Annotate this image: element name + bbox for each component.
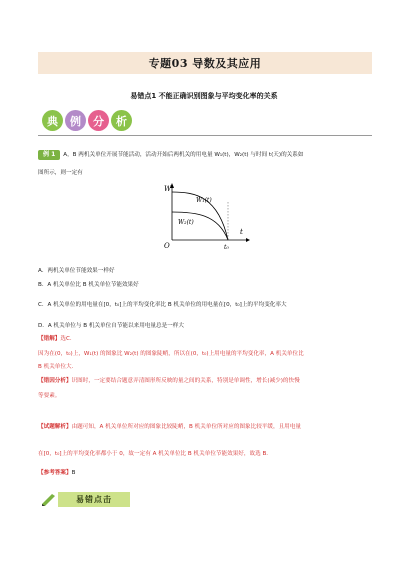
example-text-line2: 图所示，则一定有 (38, 170, 83, 176)
reference-answer (38, 469, 372, 477)
wrong-reason-line1: 因为在(0，t₀)上，W₁(t) 的图象比 W₂(t) 的图象陡峭，所以在(0，t₀)上用电量的平均变化率，A 机关单位比 (38, 351, 304, 357)
badge-dian: 典 (42, 110, 63, 131)
energy-usage-graph (160, 182, 250, 250)
cause-text: 识图时，一定要结合题意弄清图形所反映的量之间的关系，特别是单调性，增长(减少)的快慢 (71, 378, 300, 384)
option-a: A．两机关单位节能效果一样好 (38, 268, 115, 274)
w1-label: W₁(t) (196, 197, 212, 204)
option-c: C．A 机关单位的用电量在[0，t₀]上的平均变化率比 B 机关单位的用电量在[0，t₀]上的平均变化率大 (38, 302, 287, 308)
example-line1: A，B 两机关单位开展节能活动，活动开始后两机关的用电量 W₁(t)，W₂(t) 与时间 t(天)的关系如 (63, 152, 304, 158)
badge-li: 例 (65, 110, 86, 131)
example-tag: 例 1 (38, 150, 60, 160)
section-subtitle: 易错点1 不能正确识别图象与平均变化率的关系 (130, 92, 278, 100)
ref-label: 【参考答案】 (38, 470, 72, 476)
wrong-reason-line2: B 机关单位大. (38, 364, 74, 370)
page-title: 专题03 导数及其应用 (148, 57, 262, 70)
cause-text-line2: 等要素。 (38, 393, 61, 399)
pencil-icon (40, 493, 58, 507)
option-d: D．A 机关单位与 B 机关单位自节能以来用电量总是一样大 (38, 323, 184, 329)
mistake-banner (40, 492, 132, 507)
x-axis-label: t (240, 228, 243, 236)
wrong-label: 【错解】 (38, 336, 61, 342)
w2-label: W₂(t) (178, 219, 194, 226)
t0-label: t₀ (224, 244, 229, 250)
ref-value: B (71, 470, 76, 476)
cause-analysis (38, 377, 372, 385)
divider (38, 135, 372, 136)
x-axis-arrow (246, 238, 250, 242)
origin-label: O (164, 242, 170, 250)
option-b: B．A 机关单位比 B 机关单位节能效果好 (38, 282, 139, 288)
example-text-line1 (38, 150, 372, 160)
solution-label: 【试题解析】 (38, 424, 72, 430)
badge-fen: 分 (88, 110, 109, 131)
section-badges (42, 110, 132, 131)
wrong-answer (38, 335, 372, 343)
solution (38, 423, 372, 431)
wrong-choice: 选C. (60, 336, 72, 342)
mistake-banner-text: 易错点击 (58, 492, 130, 507)
badge-xi: 析 (111, 110, 132, 131)
solution-text-line2: 在[0，t₀]上的平均变化率都小于 0，故一定有 A 机关单位比 B 机关单位节能效果好，故选 B. (38, 451, 269, 457)
page-title-bar (38, 52, 372, 74)
cause-label: 【错因分析】 (38, 378, 72, 384)
solution-text: 由题可知，A 机关单位所对应的图象比较陡峭，B 机关单位所对应的图象比较平缓，且用电量 (71, 424, 301, 430)
y-axis-label: W (164, 185, 172, 193)
